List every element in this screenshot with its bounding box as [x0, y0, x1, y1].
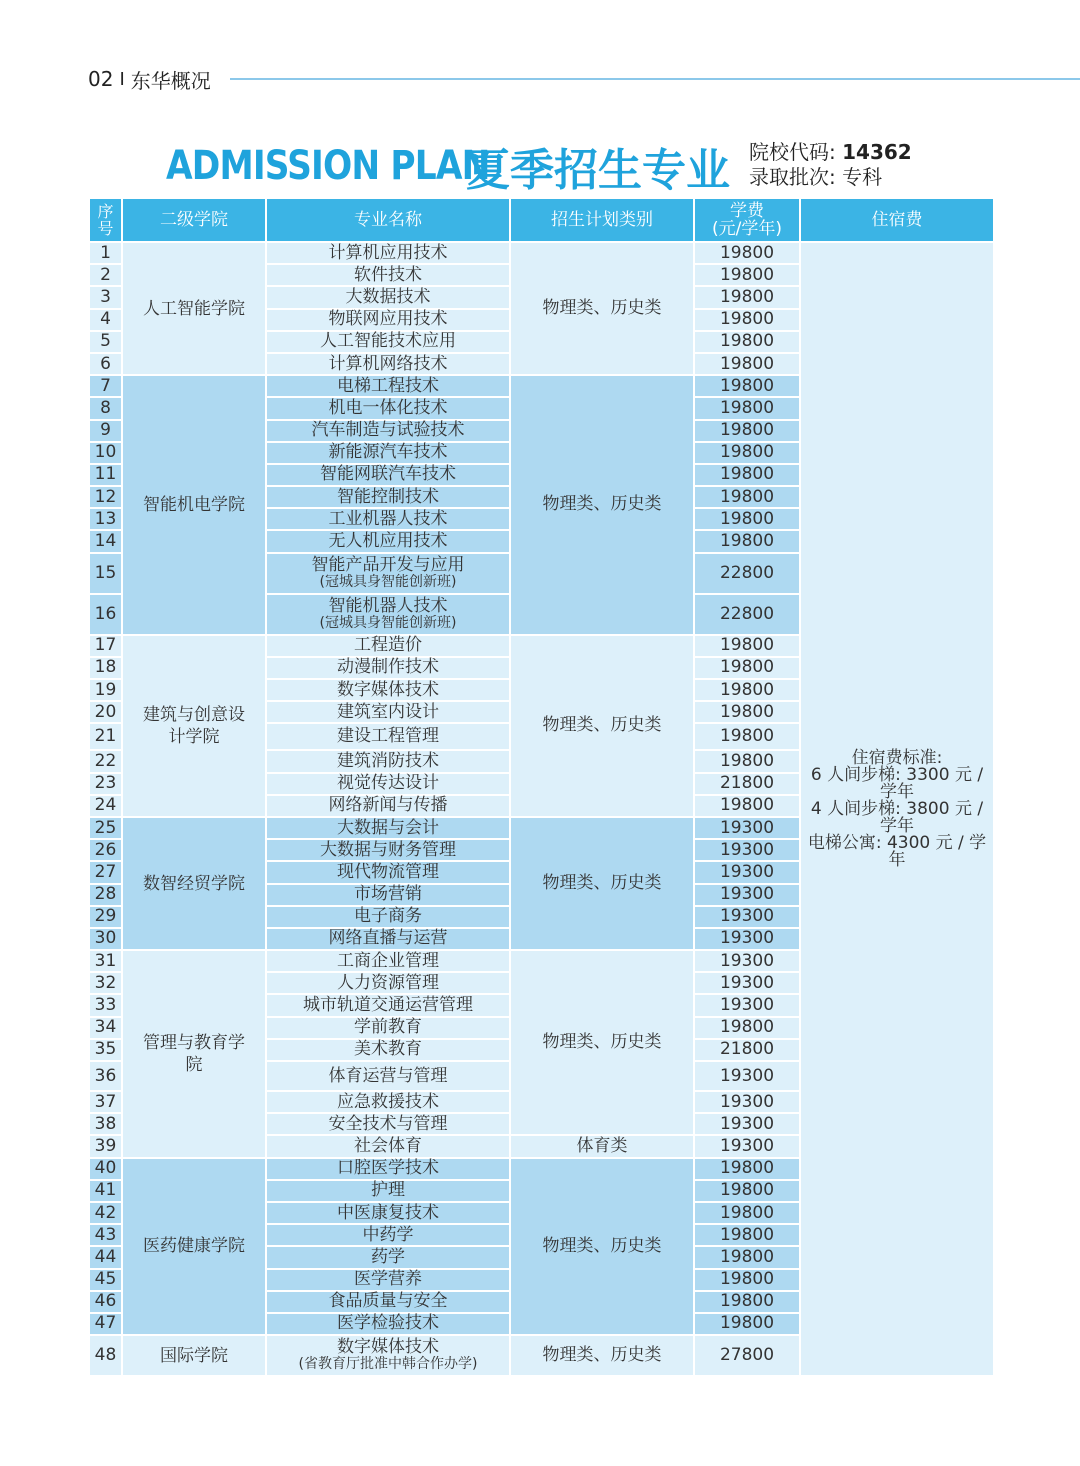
admission-plan-table — [90, 199, 995, 1377]
major-name-text: 社会体育 — [354, 1135, 422, 1156]
row-number: 48 — [90, 1336, 123, 1377]
tuition-fee: 19800 — [695, 1018, 801, 1040]
row-number: 22 — [90, 751, 123, 773]
major-name — [267, 680, 511, 702]
tuition-fee: 19800 — [695, 680, 801, 702]
header-tuition-line1: 学费 — [730, 201, 764, 221]
row-number: 44 — [90, 1247, 123, 1269]
row-number: 6 — [90, 354, 123, 376]
plan-category: 物理类、历史类 — [511, 636, 695, 818]
tuition-fee: 22800 — [695, 595, 801, 636]
tuition-fee: 22800 — [695, 554, 801, 595]
major-name-text: 汽车制造与试验技术 — [311, 420, 465, 441]
major-note: (冠城具身智能创新班) — [319, 614, 457, 631]
row-number: 35 — [90, 1040, 123, 1062]
tuition-fee: 19300 — [695, 951, 801, 973]
row-number: 45 — [90, 1270, 123, 1292]
major-name-text: 视觉传达设计 — [337, 773, 439, 794]
major-name — [267, 1159, 511, 1181]
major-name — [267, 1203, 511, 1225]
tuition-fee: 19800 — [695, 443, 801, 465]
major-name-text: 计算机应用技术 — [328, 242, 448, 263]
row-number: 12 — [90, 487, 123, 509]
tuition-fee: 19800 — [695, 421, 801, 443]
school-code-value: 14362 — [842, 140, 912, 164]
tuition-fee: 21800 — [695, 774, 801, 796]
tuition-fee: 19300 — [695, 907, 801, 929]
tuition-fee: 19800 — [695, 531, 801, 553]
row-number: 39 — [90, 1136, 123, 1158]
major-name — [267, 929, 511, 951]
row-number: 7 — [90, 376, 123, 398]
major-name — [267, 1336, 511, 1377]
major-name — [267, 421, 511, 443]
row-number: 28 — [90, 885, 123, 907]
major-name-text: 电梯工程技术 — [337, 375, 439, 396]
major-name-text: 人工智能技术应用 — [320, 331, 456, 352]
tuition-fee: 19800 — [695, 1247, 801, 1269]
row-number: 18 — [90, 658, 123, 680]
major-name — [267, 1247, 511, 1269]
major-name — [267, 951, 511, 973]
major-name-text: 动漫制作技术 — [337, 657, 439, 678]
school-code-line — [749, 140, 912, 165]
row-number: 43 — [90, 1225, 123, 1247]
major-name-text: 无人机应用技术 — [328, 531, 448, 552]
major-name — [267, 751, 511, 773]
major-name — [267, 774, 511, 796]
row-number: 15 — [90, 554, 123, 595]
tuition-fee: 19800 — [695, 398, 801, 420]
major-name-text: 学前教育 — [354, 1017, 422, 1038]
major-name-text: 应急救援技术 — [337, 1091, 439, 1112]
plan-category: 物理类、历史类 — [511, 1336, 695, 1377]
major-name-text: 护理 — [371, 1180, 405, 1201]
major-name — [267, 1114, 511, 1136]
row-number: 47 — [90, 1314, 123, 1336]
major-name — [267, 465, 511, 487]
major-name — [267, 862, 511, 884]
row-number: 25 — [90, 818, 123, 840]
major-name-text: 网络新闻与传播 — [328, 795, 448, 816]
title-english: ADMISSION PLAN — [166, 143, 490, 189]
tuition-fee: 19800 — [695, 1292, 801, 1314]
table-header-row — [90, 199, 995, 243]
major-name-text: 软件技术 — [354, 264, 422, 285]
major-name — [267, 531, 511, 553]
major-name — [267, 509, 511, 531]
tuition-fee: 19800 — [695, 287, 801, 309]
row-number: 23 — [90, 774, 123, 796]
header-tuition-line2: (元/学年) — [712, 219, 782, 239]
major-name — [267, 595, 511, 636]
major-name — [267, 796, 511, 818]
header-category: 招生计划类别 — [511, 199, 695, 243]
tuition-fee: 19800 — [695, 243, 801, 265]
row-number: 42 — [90, 1203, 123, 1225]
major-name — [267, 1136, 511, 1158]
tuition-fee: 19800 — [695, 1181, 801, 1203]
major-name-text: 智能控制技术 — [337, 486, 439, 507]
tuition-fee: 19800 — [695, 1203, 801, 1225]
row-number: 32 — [90, 973, 123, 995]
major-name — [267, 1092, 511, 1114]
major-name-text: 药学 — [371, 1246, 405, 1267]
dorm-fee-title: 住宿费标准: — [851, 747, 943, 768]
plan-category: 物理类、历史类 — [511, 243, 695, 376]
row-number: 3 — [90, 287, 123, 309]
plan-category: 物理类、历史类 — [511, 951, 695, 1136]
tuition-fee: 19800 — [695, 1314, 801, 1336]
tuition-fee: 19300 — [695, 885, 801, 907]
major-name — [267, 636, 511, 658]
row-number: 40 — [90, 1159, 123, 1181]
tuition-fee: 19800 — [695, 1225, 801, 1247]
row-number: 9 — [90, 421, 123, 443]
school-code-label: 院校代码: — [749, 140, 836, 164]
major-name-text: 中药学 — [362, 1224, 414, 1245]
tuition-fee: 19800 — [695, 796, 801, 818]
row-number: 5 — [90, 332, 123, 354]
major-name-text: 中医康复技术 — [337, 1202, 439, 1223]
row-number: 19 — [90, 680, 123, 702]
major-name-text: 人力资源管理 — [337, 972, 439, 993]
admission-batch-line — [749, 165, 912, 190]
major-name — [267, 376, 511, 398]
major-name-text: 机电一体化技术 — [328, 397, 448, 418]
major-name — [267, 1292, 511, 1314]
major-name — [267, 265, 511, 287]
major-name — [267, 724, 511, 751]
major-name — [267, 1314, 511, 1336]
tuition-fee: 19800 — [695, 265, 801, 287]
row-number: 26 — [90, 840, 123, 862]
college-name: 医药健康学院 — [123, 1159, 267, 1337]
row-number: 20 — [90, 702, 123, 724]
tuition-fee: 19800 — [695, 465, 801, 487]
row-number: 36 — [90, 1062, 123, 1092]
major-name-text: 大数据与会计 — [337, 817, 439, 838]
row-number: 2 — [90, 265, 123, 287]
major-name-text: 网络直播与运营 — [328, 928, 448, 949]
plan-category: 物理类、历史类 — [511, 1159, 695, 1337]
header-college: 二级学院 — [123, 199, 267, 243]
major-name-text: 建筑室内设计 — [337, 701, 439, 722]
tuition-fee: 19800 — [695, 376, 801, 398]
row-number: 34 — [90, 1018, 123, 1040]
dorm-fee-info — [801, 243, 995, 1377]
major-name-text: 电子商务 — [354, 906, 422, 927]
college-name: 数智经贸学院 — [123, 818, 267, 951]
page-title — [166, 136, 730, 196]
tuition-fee: 19800 — [695, 354, 801, 376]
title-chinese: 夏季招生专业 — [466, 145, 730, 196]
major-name — [267, 702, 511, 724]
header-seq: 序号 — [90, 199, 123, 243]
major-name — [267, 1062, 511, 1092]
dorm-fee-line2: 4 人间步梯: 3800 元 / 学年 — [810, 798, 984, 836]
school-info — [749, 140, 912, 190]
row-number: 41 — [90, 1181, 123, 1203]
major-name-text: 建筑消防技术 — [337, 750, 439, 771]
major-name — [267, 1040, 511, 1062]
tuition-fee: 19800 — [695, 702, 801, 724]
major-name-text: 工商企业管理 — [337, 950, 439, 971]
college-name: 人工智能学院 — [123, 243, 267, 376]
tuition-fee: 19800 — [695, 310, 801, 332]
row-number: 17 — [90, 636, 123, 658]
tuition-fee: 19800 — [695, 636, 801, 658]
major-name-text: 智能产品开发与应用 — [311, 554, 465, 575]
major-name-text: 工业机器人技术 — [328, 508, 448, 529]
table-row — [90, 243, 995, 265]
major-name-text: 体育运营与管理 — [328, 1065, 448, 1086]
tuition-fee: 19300 — [695, 929, 801, 951]
header-major: 专业名称 — [267, 199, 511, 243]
tuition-fee: 19800 — [695, 332, 801, 354]
major-name-text: 城市轨道交通运营管理 — [303, 995, 473, 1016]
major-name-text: 计算机网络技术 — [328, 353, 448, 374]
major-name-text: 物联网应用技术 — [328, 309, 448, 330]
major-name-text: 智能机器人技术 — [328, 595, 448, 616]
college-name: 国际学院 — [123, 1336, 267, 1377]
row-number: 21 — [90, 724, 123, 751]
section-title: 东华概况 — [130, 68, 211, 93]
tuition-fee: 19300 — [695, 995, 801, 1017]
row-number: 24 — [90, 796, 123, 818]
major-name-text: 大数据与财务管理 — [320, 839, 456, 860]
major-name — [267, 487, 511, 509]
tuition-fee: 21800 — [695, 1040, 801, 1062]
tuition-fee: 27800 — [695, 1336, 801, 1377]
dorm-fee-line3: 电梯公寓: 4300 元 / 学年 — [807, 832, 987, 870]
row-number: 16 — [90, 595, 123, 636]
major-name — [267, 995, 511, 1017]
page-separator: I — [119, 68, 125, 90]
major-name — [267, 1225, 511, 1247]
major-name-text: 医学营养 — [354, 1269, 422, 1290]
major-name — [267, 1181, 511, 1203]
major-name — [267, 443, 511, 465]
major-name — [267, 885, 511, 907]
major-name-text: 大数据技术 — [345, 286, 431, 307]
tuition-fee: 19800 — [695, 724, 801, 751]
major-name — [267, 840, 511, 862]
major-name-text: 医学检验技术 — [337, 1313, 439, 1334]
tuition-fee: 19800 — [695, 658, 801, 680]
major-name — [267, 554, 511, 595]
major-name-text: 安全技术与管理 — [328, 1113, 448, 1134]
college-name: 智能机电学院 — [123, 376, 267, 636]
college-name: 管理与教育学院 — [123, 951, 267, 1159]
tuition-fee: 19800 — [695, 509, 801, 531]
major-name — [267, 1018, 511, 1040]
tuition-fee: 19300 — [695, 840, 801, 862]
admission-batch-label: 录取批次: — [749, 165, 836, 189]
row-number: 10 — [90, 443, 123, 465]
major-note: (冠城具身智能创新班) — [319, 573, 457, 590]
major-name — [267, 907, 511, 929]
row-number: 33 — [90, 995, 123, 1017]
tuition-fee: 19300 — [695, 1136, 801, 1158]
major-name-text: 现代物流管理 — [337, 861, 439, 882]
tuition-fee: 19300 — [695, 1092, 801, 1114]
major-name-text: 美术教育 — [354, 1039, 422, 1060]
major-name-text: 工程造价 — [354, 635, 422, 656]
plan-category: 物理类、历史类 — [511, 376, 695, 636]
major-note: (省教育厅批准中韩合作办学) — [298, 1356, 478, 1373]
row-number: 29 — [90, 907, 123, 929]
row-number: 4 — [90, 310, 123, 332]
row-number: 8 — [90, 398, 123, 420]
major-name — [267, 398, 511, 420]
major-name — [267, 818, 511, 840]
major-name — [267, 658, 511, 680]
major-name — [267, 243, 511, 265]
admission-batch-value: 专科 — [842, 165, 883, 189]
major-name-text: 口腔医学技术 — [337, 1158, 439, 1179]
tuition-fee: 19300 — [695, 1114, 801, 1136]
page-number: 02 — [88, 67, 114, 91]
row-number: 31 — [90, 951, 123, 973]
plan-category-sports: 体育类 — [511, 1136, 695, 1158]
row-number: 14 — [90, 531, 123, 553]
tuition-fee: 19800 — [695, 1270, 801, 1292]
tuition-fee: 19300 — [695, 973, 801, 995]
header-dorm: 住宿费 — [801, 199, 995, 243]
tuition-fee: 19800 — [695, 1159, 801, 1181]
tuition-fee: 19300 — [695, 862, 801, 884]
row-number: 30 — [90, 929, 123, 951]
tuition-fee: 19300 — [695, 1062, 801, 1092]
college-name: 建筑与创意设计学院 — [123, 636, 267, 818]
major-name-text: 数字媒体技术 — [337, 1337, 439, 1358]
tuition-fee: 19800 — [695, 751, 801, 773]
major-name-text: 新能源汽车技术 — [328, 442, 448, 463]
major-name — [267, 332, 511, 354]
major-name — [267, 310, 511, 332]
major-name — [267, 1270, 511, 1292]
plan-category: 物理类、历史类 — [511, 818, 695, 951]
tuition-fee: 19800 — [695, 487, 801, 509]
header-tuition — [695, 199, 801, 243]
row-number: 38 — [90, 1114, 123, 1136]
header-divider — [230, 78, 1080, 80]
major-name-text: 市场营销 — [354, 884, 422, 905]
row-number: 11 — [90, 465, 123, 487]
row-number: 46 — [90, 1292, 123, 1314]
dorm-fee-line1: 6 人间步梯: 3300 元 / 学年 — [810, 764, 984, 802]
major-name-text: 数字媒体技术 — [337, 679, 439, 700]
row-number: 37 — [90, 1092, 123, 1114]
major-name — [267, 287, 511, 309]
major-name-text: 智能网联汽车技术 — [320, 464, 456, 485]
major-name — [267, 973, 511, 995]
row-number: 1 — [90, 243, 123, 265]
major-name-text: 建设工程管理 — [337, 726, 439, 747]
tuition-fee: 19300 — [695, 818, 801, 840]
row-number: 13 — [90, 509, 123, 531]
page-header — [88, 64, 211, 94]
major-name — [267, 354, 511, 376]
major-name-text: 食品质量与安全 — [328, 1291, 448, 1312]
row-number: 27 — [90, 862, 123, 884]
